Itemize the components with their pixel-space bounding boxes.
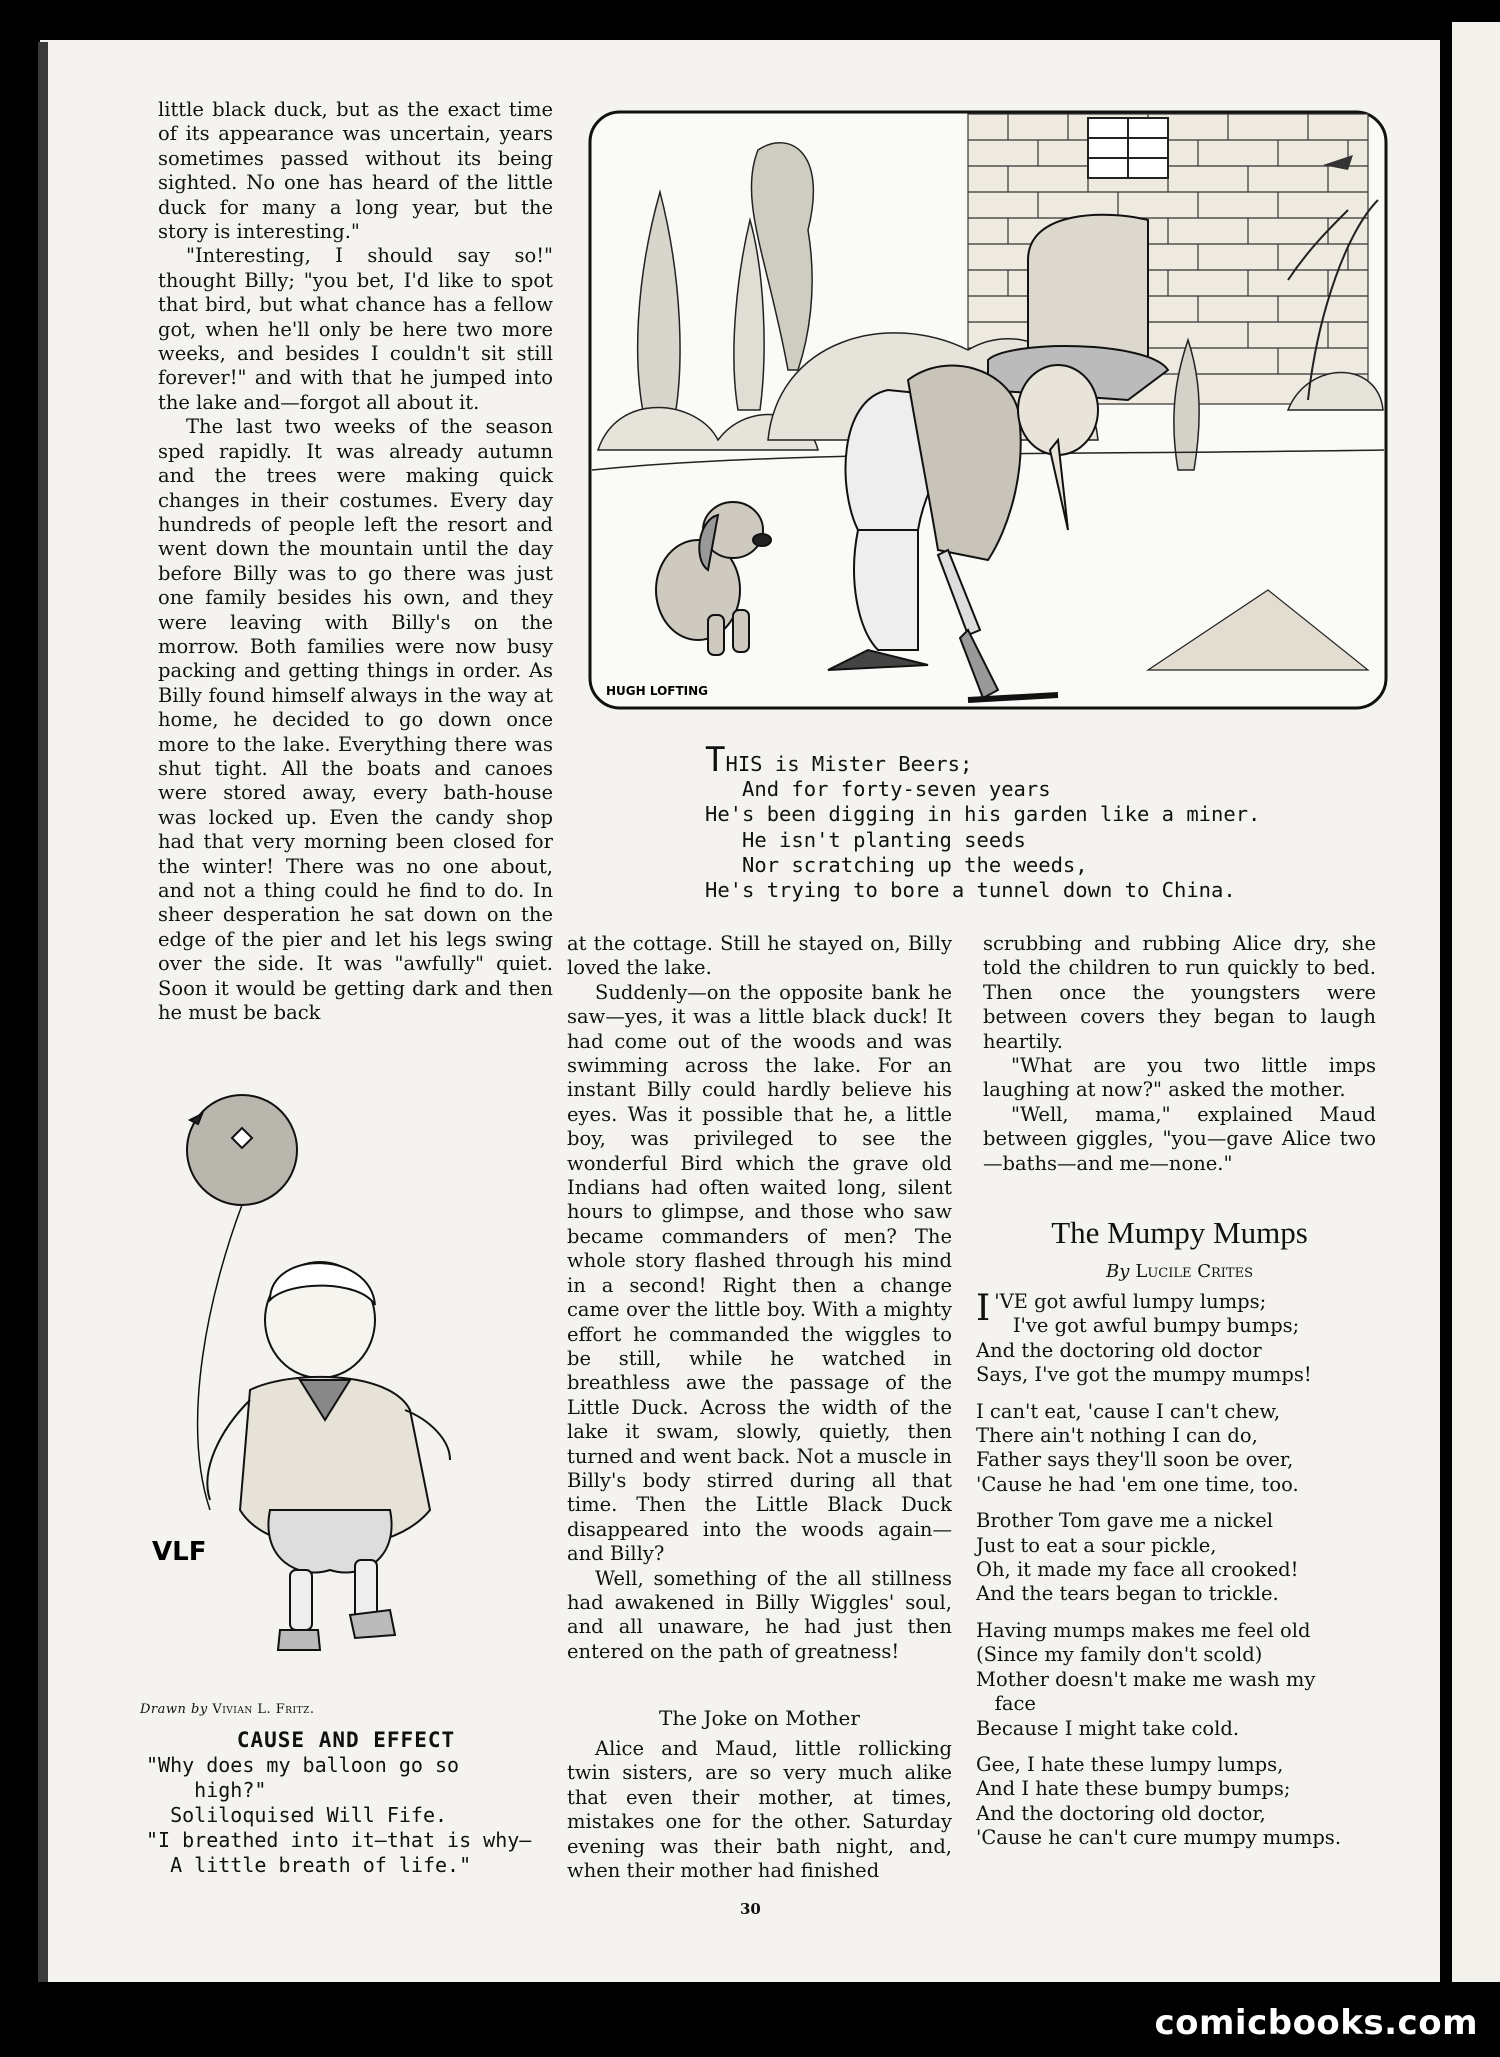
page-gutter-shadow xyxy=(38,42,48,1982)
author-name: Lucile Crites xyxy=(1135,1261,1253,1282)
poem-stanza: I can't eat, 'cause I can't chew, There ain't nothing I can do, Father says they'll soon be over, 'Cause he had 'em one time, too. xyxy=(976,1399,1299,1496)
poem-line: He isn't planting seeds xyxy=(705,827,1026,852)
poem-stanza: Having mumps makes me feel old (Since my family don't scold) Mother doesn't make me wash my face Because I might take cold. xyxy=(976,1618,1316,1740)
joke-paragraph: "What are you two little imps laughing at now?" asked the mother. xyxy=(983,1054,1376,1102)
story-paragraph: "Interesting, I should say so!" thought Billy; "you bet, I'd like to spot that bird, but what chance has a fellow got, when he'll only be here two more weeks, and besides I couldn't sit still forever!" and with that he jumped into the lake and—forgot all about it. xyxy=(158,244,553,414)
mumpy-mumps-title: The Mumpy Mumps xyxy=(1051,1215,1308,1250)
facing-page-edge xyxy=(1452,22,1500,1982)
poem-line: He's trying to bore a tunnel down to China. xyxy=(705,878,1236,903)
joke-paragraph: Alice and Maud, little rollicking twin sisters, are so very much alike that even their mother, at times, mistakes one for the other. Saturday evening was their bath night, and, when their mother had finished xyxy=(567,1737,952,1883)
window xyxy=(1088,118,1168,178)
joke-paragraph: scrubbing and rubbing Alice dry, she told the children to run quickly to bed. Then once the youngsters were between covers they began to laugh heartily. xyxy=(983,932,1376,1053)
drop-cap: I xyxy=(976,1288,991,1329)
joke-title: The Joke on Mother xyxy=(659,1706,860,1730)
beers-poem xyxy=(705,740,1261,903)
poem-line: Soliloquised Will Fife. xyxy=(146,1803,448,1827)
page-number: 30 xyxy=(740,1900,761,1918)
poem-line: A little breath of life." xyxy=(146,1853,472,1877)
poem-line: He's been digging in his garden like a miner. xyxy=(705,802,1261,827)
story-paragraph: at the cottage. Still he stayed on, Billy loved the lake. xyxy=(567,932,952,980)
site-watermark: comicbooks.com xyxy=(1154,2003,1478,2043)
toddler xyxy=(207,1262,450,1650)
poem-line: "I breathed into it—that is why— xyxy=(146,1828,532,1852)
story-paragraph: Suddenly—on the opposite bank he saw—yes, it was a little black duck! It had come out of the woods and was swimming across the lake. For an instant Billy could hardly believe his eyes. Was it possible that he, a little boy, was privileged to see the wonderful Bird which the grave old Indians had often waited long, silent hours to glimpse, and those who saw became commanders of men? The whole story flashed through his mind in a second! Right then a change came over the little boy. With a mighty effort he commanded the wiggles to be still, while he watched in breathless awe the passage of the Little Duck. Across the width of the lake it swam, slowly, quietly, then turned and went back. Not a muscle in Billy's body stirred during all that time. Then the Little Black Duck disappeared into the woods again—and Billy? xyxy=(567,980,952,1566)
poem-line: high?" xyxy=(146,1778,267,1802)
drop-cap: T xyxy=(705,740,726,780)
joke-paragraph: "Well, mama," explained Maud between giggles, "you—gave Alice two —baths—and me—none." xyxy=(983,1102,1376,1175)
mumpy-mumps-poem xyxy=(976,1290,1381,1863)
artist-signature: HUGH LOFTING xyxy=(606,684,709,698)
poem-title: CAUSE AND EFFECT xyxy=(236,1728,456,1752)
story-column-2 xyxy=(567,932,952,1664)
story-column-1 xyxy=(158,98,553,1025)
illustration-credit: Drawn by Vivian L. Fritz. xyxy=(140,1702,315,1717)
poem-line: THIS is Mister Beers; xyxy=(705,740,973,780)
cause-and-effect-poem xyxy=(146,1728,546,1878)
poem-line: And for forty-seven years xyxy=(705,777,1051,802)
toddler-balloon-illustration xyxy=(150,1090,530,1680)
illustrator-name: Vivian L. Fritz. xyxy=(212,1702,315,1717)
poem-line: "Why does my balloon go so xyxy=(146,1753,460,1777)
story-paragraph: Well, something of the all stillness had awakened in Billy Wiggles' soul, and all unaware, he had just then entered on the path of greatness! xyxy=(567,1566,952,1663)
joke-column-3 xyxy=(983,932,1376,1176)
story-paragraph: little black duck, but as the exact time of its appearance was uncertain, years sometimes passed without its being sighted. No one has heard of the little duck for many a long year, but the story is interesting." xyxy=(158,98,553,244)
poem-stanza: Brother Tom gave me a nickel Just to eat a sour pickle, Oh, it made my face all crooked! And the tears began to trickle. xyxy=(976,1509,1299,1606)
poem-stanza: Gee, I hate these lumpy lumps, And I hate these bumpy bumps; And the doctoring old doctor, 'Cause he can't cure mumpy mumps. xyxy=(976,1752,1342,1850)
joke-text xyxy=(567,1737,952,1883)
story-paragraph: The last two weeks of the season sped rapidly. It was already autumn and the trees were making quick changes in their costumes. Every day hundreds of people left the resort and went down the mountain until the day before Billy was to go there was just one family besides his own, and they were leaving with Billy's on the morrow. Both families were now busy packing and getting things in order. As Billy found himself always in the way at home, he decided to go down once more to the lake. Everything there was shut tight. All the boats and canoes were stored away, every bath-house was locked up. Even the candy shop had that very morning been closed for the winter! There was no one about, and not a thing could he find to do. In sheer desperation he sat down on the edge of the pier and let his legs swing over the side. It was "awfully" quiet. Soon it would be getting dark and then he must be back xyxy=(158,415,553,1025)
poem-stanza: I 'VE got awful lumpy lumps; I've got awful bumpy bumps; And the doctoring old doctor Says, I've got the mumpy mumps! xyxy=(976,1288,1312,1387)
artist-initials: VLF xyxy=(152,1537,207,1567)
mumpy-byline: By Lucile Crites xyxy=(1105,1261,1253,1282)
mister-beers-illustration xyxy=(588,110,1388,710)
poem-line: Nor scratching up the weeds, xyxy=(705,852,1088,877)
